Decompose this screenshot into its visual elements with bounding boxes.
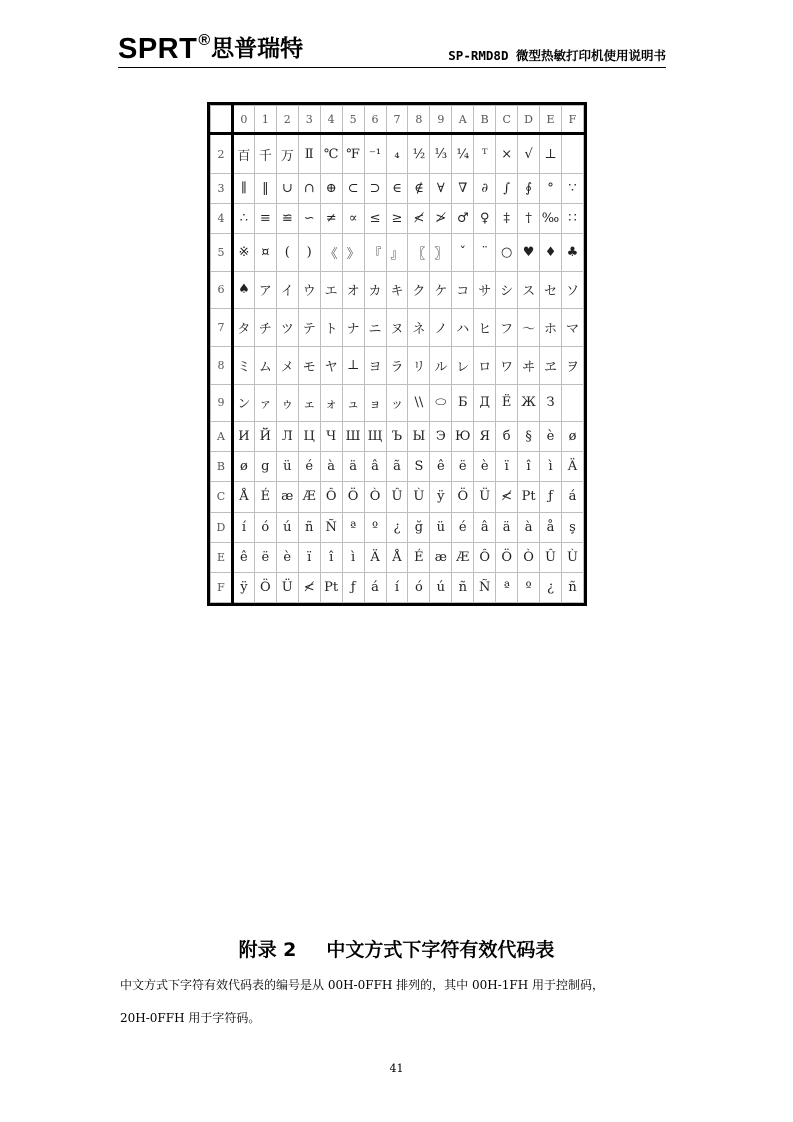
glyph-cell: ¼ bbox=[452, 134, 474, 174]
table-row bbox=[211, 346, 584, 384]
column-header: 7 bbox=[386, 106, 408, 134]
glyph-cell: Ô bbox=[474, 542, 496, 572]
glyph-cell: ó bbox=[408, 572, 430, 602]
glyph-cell: ℃ bbox=[320, 134, 342, 174]
glyph-cell: é bbox=[298, 452, 320, 482]
glyph-cell: ⬭ bbox=[430, 384, 452, 422]
column-header: B bbox=[474, 106, 496, 134]
table-row bbox=[211, 482, 584, 512]
column-header: 0 bbox=[232, 106, 254, 134]
table-row bbox=[211, 572, 584, 602]
glyph-cell: ⊥ bbox=[342, 346, 364, 384]
glyph-cell: Б bbox=[452, 384, 474, 422]
glyph-cell: ú bbox=[276, 512, 298, 542]
glyph-cell: ° bbox=[540, 173, 562, 203]
table-row bbox=[211, 134, 584, 174]
glyph-cell: ミ bbox=[232, 346, 254, 384]
row-header: 9 bbox=[211, 384, 233, 422]
glyph-cell: ƒ bbox=[342, 572, 364, 602]
glyph-cell: ∷ bbox=[562, 203, 584, 233]
glyph-cell: シ bbox=[496, 271, 518, 309]
glyph-cell: Я bbox=[474, 422, 496, 452]
glyph-cell: ラ bbox=[386, 346, 408, 384]
glyph-cell: ッ bbox=[386, 384, 408, 422]
glyph-cell: セ bbox=[540, 271, 562, 309]
glyph-cell: ü bbox=[430, 512, 452, 542]
glyph-cell: § bbox=[518, 422, 540, 452]
glyph-cell: ğ bbox=[408, 512, 430, 542]
glyph-cell: ア bbox=[254, 271, 276, 309]
column-header: 3 bbox=[298, 106, 320, 134]
glyph-cell: ⊕ bbox=[320, 173, 342, 203]
column-header: A bbox=[452, 106, 474, 134]
glyph-cell: ∂ bbox=[474, 173, 496, 203]
glyph-cell: î bbox=[518, 452, 540, 482]
glyph-cell: ¿ bbox=[386, 512, 408, 542]
glyph-cell: ウ bbox=[298, 271, 320, 309]
table-row bbox=[211, 271, 584, 309]
glyph-cell: è bbox=[474, 452, 496, 482]
glyph-cell: Ü bbox=[276, 572, 298, 602]
glyph-cell: á bbox=[364, 572, 386, 602]
glyph-cell: Ä bbox=[562, 452, 584, 482]
glyph-cell: Л bbox=[276, 422, 298, 452]
glyph-cell: Ò bbox=[364, 482, 386, 512]
glyph-cell: ヒ bbox=[474, 309, 496, 347]
glyph-cell: ネ bbox=[408, 309, 430, 347]
glyph-cell: ∴ bbox=[232, 203, 254, 233]
glyph-cell: ニ bbox=[364, 309, 386, 347]
glyph-cell: チ bbox=[254, 309, 276, 347]
glyph-cell: ÿ bbox=[430, 482, 452, 512]
glyph-cell: ゥ bbox=[276, 384, 298, 422]
glyph-cell: б bbox=[496, 422, 518, 452]
glyph-cell: Pt bbox=[320, 572, 342, 602]
glyph-cell: ø bbox=[232, 452, 254, 482]
glyph-cell: ホ bbox=[540, 309, 562, 347]
row-header: 6 bbox=[211, 271, 233, 309]
table-header-row bbox=[211, 106, 584, 134]
glyph-cell: 》 bbox=[342, 233, 364, 271]
glyph-cell: ∵ bbox=[562, 173, 584, 203]
glyph-cell: コ bbox=[452, 271, 474, 309]
brand-latin: SPRT bbox=[118, 33, 198, 65]
row-header: B bbox=[211, 452, 233, 482]
glyph-cell: ン bbox=[232, 384, 254, 422]
glyph-cell: ª bbox=[496, 572, 518, 602]
page-number: 41 bbox=[389, 1062, 404, 1075]
glyph-cell: Æ bbox=[298, 482, 320, 512]
body-line-2: 20H-0FFH 用于字符码。 bbox=[120, 1011, 261, 1025]
body-line-1: 中文方式下字符有效代码表的编号是从 00H-0FFH 排列的，其中 00H-1FH 用于控制码， bbox=[120, 978, 605, 992]
glyph-cell: Ы bbox=[408, 422, 430, 452]
glyph-cell: ル bbox=[430, 346, 452, 384]
glyph-cell: Ж bbox=[518, 384, 540, 422]
glyph-cell: ì bbox=[342, 542, 364, 572]
glyph-cell: æ bbox=[430, 542, 452, 572]
glyph-cell: ∥ bbox=[232, 173, 254, 203]
glyph-cell: Д bbox=[474, 384, 496, 422]
glyph-cell: エ bbox=[320, 271, 342, 309]
glyph-cell: Ё bbox=[496, 384, 518, 422]
glyph-cell: ñ bbox=[298, 512, 320, 542]
table-corner bbox=[211, 106, 233, 134]
glyph-cell: ä bbox=[342, 452, 364, 482]
section-heading bbox=[0, 935, 793, 962]
glyph-cell: マ bbox=[562, 309, 584, 347]
table-row bbox=[211, 233, 584, 271]
column-header: 4 bbox=[320, 106, 342, 134]
glyph-cell: Ñ bbox=[474, 572, 496, 602]
glyph-cell: ナ bbox=[342, 309, 364, 347]
glyph-cell: 万 bbox=[276, 134, 298, 174]
table-row bbox=[211, 173, 584, 203]
glyph-cell: g bbox=[254, 452, 276, 482]
glyph-cell: ョ bbox=[364, 384, 386, 422]
glyph-cell: ∩ bbox=[298, 173, 320, 203]
glyph-cell: ( bbox=[276, 233, 298, 271]
glyph-cell: Ô bbox=[320, 482, 342, 512]
glyph-cell: И bbox=[232, 422, 254, 452]
glyph-cell: Å bbox=[386, 542, 408, 572]
glyph-cell: ë bbox=[254, 542, 276, 572]
glyph-cell: ⊥ bbox=[540, 134, 562, 174]
glyph-cell: キ bbox=[386, 271, 408, 309]
glyph-cell: ó bbox=[254, 512, 276, 542]
glyph-cell: Æ bbox=[452, 542, 474, 572]
glyph-cell: S bbox=[408, 452, 430, 482]
glyph-cell: à bbox=[320, 452, 342, 482]
glyph-cell: ã bbox=[386, 452, 408, 482]
row-header: F bbox=[211, 572, 233, 602]
row-header: 4 bbox=[211, 203, 233, 233]
glyph-cell: フ bbox=[496, 309, 518, 347]
glyph-cell: ê bbox=[232, 542, 254, 572]
glyph-cell: ♦ bbox=[540, 233, 562, 271]
glyph-cell: ¨ bbox=[474, 233, 496, 271]
glyph-cell: î bbox=[320, 542, 342, 572]
glyph-cell: ½ bbox=[408, 134, 430, 174]
glyph-cell: ァ bbox=[254, 384, 276, 422]
glyph-cell: ë bbox=[452, 452, 474, 482]
row-header: 7 bbox=[211, 309, 233, 347]
glyph-cell: í bbox=[386, 572, 408, 602]
glyph-cell: Ù bbox=[562, 542, 584, 572]
glyph-cell: Ч bbox=[320, 422, 342, 452]
glyph-cell: З bbox=[540, 384, 562, 422]
glyph-cell: ≮ bbox=[298, 572, 320, 602]
glyph-cell: Ю bbox=[452, 422, 474, 452]
glyph-cell: ñ bbox=[562, 572, 584, 602]
section-number: 附录 2 bbox=[238, 939, 297, 961]
glyph-cell: ≥ bbox=[386, 203, 408, 233]
table-row bbox=[211, 512, 584, 542]
glyph-cell: サ bbox=[474, 271, 496, 309]
glyph-cell: Щ bbox=[364, 422, 386, 452]
glyph-cell: è bbox=[540, 422, 562, 452]
glyph-cell: ケ bbox=[430, 271, 452, 309]
glyph-cell: ハ bbox=[452, 309, 474, 347]
glyph-cell: ï bbox=[496, 452, 518, 482]
glyph-cell: √ bbox=[518, 134, 540, 174]
glyph-cell: 〜 bbox=[518, 309, 540, 347]
glyph-cell: Ö bbox=[496, 542, 518, 572]
glyph-cell: ♀ bbox=[474, 203, 496, 233]
table-row bbox=[211, 384, 584, 422]
row-header: 3 bbox=[211, 173, 233, 203]
column-header: 2 bbox=[276, 106, 298, 134]
glyph-cell: å bbox=[540, 512, 562, 542]
glyph-cell: ø bbox=[562, 422, 584, 452]
glyph-cell: ム bbox=[254, 346, 276, 384]
row-header: A bbox=[211, 422, 233, 452]
glyph-cell: ス bbox=[518, 271, 540, 309]
column-header: C bbox=[496, 106, 518, 134]
glyph-cell: レ bbox=[452, 346, 474, 384]
glyph-cell: à bbox=[518, 512, 540, 542]
charset-table-frame bbox=[207, 102, 587, 606]
glyph-cell: è bbox=[276, 542, 298, 572]
glyph-cell: 〖 bbox=[408, 233, 430, 271]
glyph-cell: ヨ bbox=[364, 346, 386, 384]
glyph-cell: \\ bbox=[408, 384, 430, 422]
glyph-cell: É bbox=[254, 482, 276, 512]
glyph-cell: 千 bbox=[254, 134, 276, 174]
glyph-cell: ロ bbox=[474, 346, 496, 384]
column-header: 1 bbox=[254, 106, 276, 134]
glyph-cell: カ bbox=[364, 271, 386, 309]
glyph-cell: Å bbox=[232, 482, 254, 512]
table-row bbox=[211, 452, 584, 482]
glyph-cell: ÿ bbox=[232, 572, 254, 602]
column-header: 5 bbox=[342, 106, 364, 134]
glyph-cell: Э bbox=[430, 422, 452, 452]
brand-logo bbox=[118, 32, 303, 66]
glyph-cell: Ü bbox=[474, 482, 496, 512]
glyph-cell: æ bbox=[276, 482, 298, 512]
glyph-cell: ≯ bbox=[430, 203, 452, 233]
glyph-cell: ‖ bbox=[254, 173, 276, 203]
glyph-cell: ○ bbox=[496, 233, 518, 271]
glyph-cell: â bbox=[474, 512, 496, 542]
glyph-cell: ヱ bbox=[540, 346, 562, 384]
glyph-cell: ⊃ bbox=[364, 173, 386, 203]
glyph-cell: ♥ bbox=[518, 233, 540, 271]
glyph-cell: ∇ bbox=[452, 173, 474, 203]
glyph-cell: Pt bbox=[518, 482, 540, 512]
glyph-cell: ‡ bbox=[496, 203, 518, 233]
glyph-cell: Ö bbox=[452, 482, 474, 512]
glyph-cell: ñ bbox=[452, 572, 474, 602]
glyph-cell: ⅓ bbox=[430, 134, 452, 174]
glyph-cell: é bbox=[452, 512, 474, 542]
glyph-cell bbox=[562, 384, 584, 422]
column-header: E bbox=[540, 106, 562, 134]
glyph-cell: テ bbox=[298, 309, 320, 347]
glyph-cell: 〗 bbox=[430, 233, 452, 271]
glyph-cell: オ bbox=[342, 271, 364, 309]
glyph-cell: ヌ bbox=[386, 309, 408, 347]
glyph-cell: Й bbox=[254, 422, 276, 452]
glyph-cell: ♂ bbox=[452, 203, 474, 233]
glyph-cell: タ bbox=[232, 309, 254, 347]
row-header: 2 bbox=[211, 134, 233, 174]
glyph-cell: Ö bbox=[342, 482, 364, 512]
glyph-cell: ≌ bbox=[276, 203, 298, 233]
glyph-cell: ⁻¹ bbox=[364, 134, 386, 174]
row-header: C bbox=[211, 482, 233, 512]
table-row bbox=[211, 542, 584, 572]
glyph-cell: × bbox=[496, 134, 518, 174]
row-header: E bbox=[211, 542, 233, 572]
glyph-cell: ≠ bbox=[320, 203, 342, 233]
glyph-cell: ヰ bbox=[518, 346, 540, 384]
glyph-cell: ≮ bbox=[496, 482, 518, 512]
glyph-cell: ェ bbox=[298, 384, 320, 422]
glyph-cell: ᵀ bbox=[474, 134, 496, 174]
row-header: 5 bbox=[211, 233, 233, 271]
glyph-cell: ≮ bbox=[408, 203, 430, 233]
glyph-cell: º bbox=[518, 572, 540, 602]
glyph-cell: リ bbox=[408, 346, 430, 384]
row-header: D bbox=[211, 512, 233, 542]
glyph-cell: 『 bbox=[364, 233, 386, 271]
glyph-cell: ˇ bbox=[452, 233, 474, 271]
column-header: 9 bbox=[430, 106, 452, 134]
glyph-cell: Û bbox=[386, 482, 408, 512]
glyph-cell: ∫ bbox=[496, 173, 518, 203]
glyph-cell: ∀ bbox=[430, 173, 452, 203]
column-header: 6 bbox=[364, 106, 386, 134]
section-title: 中文方式下字符有效代码表 bbox=[326, 939, 555, 961]
glyph-cell: ワ bbox=[496, 346, 518, 384]
glyph-cell: ª bbox=[342, 512, 364, 542]
glyph-cell: ∈ bbox=[386, 173, 408, 203]
glyph-cell: ₄ bbox=[386, 134, 408, 174]
glyph-cell: Ò bbox=[518, 542, 540, 572]
glyph-cell: â bbox=[364, 452, 386, 482]
brand-chinese: 思普瑞特 bbox=[211, 36, 304, 62]
glyph-cell: 《 bbox=[320, 233, 342, 271]
table-row bbox=[211, 203, 584, 233]
glyph-cell: Û bbox=[540, 542, 562, 572]
table-row bbox=[211, 422, 584, 452]
glyph-cell: イ bbox=[276, 271, 298, 309]
column-header: 8 bbox=[408, 106, 430, 134]
glyph-cell: ク bbox=[408, 271, 430, 309]
glyph-cell: ℉ bbox=[342, 134, 364, 174]
glyph-cell: ≡ bbox=[254, 203, 276, 233]
glyph-cell: 』 bbox=[386, 233, 408, 271]
glyph-cell: Ⅱ bbox=[298, 134, 320, 174]
glyph-cell: ⊂ bbox=[342, 173, 364, 203]
glyph-cell: Ö bbox=[254, 572, 276, 602]
glyph-cell: 百 bbox=[232, 134, 254, 174]
glyph-cell: Ш bbox=[342, 422, 364, 452]
glyph-cell: Ъ bbox=[386, 422, 408, 452]
column-header: D bbox=[518, 106, 540, 134]
glyph-cell: ¤ bbox=[254, 233, 276, 271]
row-header: 8 bbox=[211, 346, 233, 384]
glyph-cell: ú bbox=[430, 572, 452, 602]
glyph-cell: ♣ bbox=[562, 233, 584, 271]
glyph-cell: ∉ bbox=[408, 173, 430, 203]
glyph-cell: ) bbox=[298, 233, 320, 271]
glyph-cell: ♠ bbox=[232, 271, 254, 309]
glyph-cell: º bbox=[364, 512, 386, 542]
glyph-cell: É bbox=[408, 542, 430, 572]
registered-mark: ® bbox=[198, 32, 211, 49]
glyph-cell: ï bbox=[298, 542, 320, 572]
glyph-cell: ƒ bbox=[540, 482, 562, 512]
page-header bbox=[118, 32, 666, 68]
glyph-cell: ヤ bbox=[320, 346, 342, 384]
glyph-cell: Ä bbox=[364, 542, 386, 572]
table-row bbox=[211, 309, 584, 347]
glyph-cell: ≤ bbox=[364, 203, 386, 233]
charset-table bbox=[210, 105, 584, 603]
glyph-cell: Ц bbox=[298, 422, 320, 452]
glyph-cell: モ bbox=[298, 346, 320, 384]
glyph-cell: ∪ bbox=[276, 173, 298, 203]
glyph-cell: ì bbox=[540, 452, 562, 482]
glyph-cell: ‰ bbox=[540, 203, 562, 233]
glyph-cell: ト bbox=[320, 309, 342, 347]
glyph-cell: Ù bbox=[408, 482, 430, 512]
glyph-cell: メ bbox=[276, 346, 298, 384]
glyph-cell: ∽ bbox=[298, 203, 320, 233]
glyph-cell: ê bbox=[430, 452, 452, 482]
glyph-cell: í bbox=[232, 512, 254, 542]
glyph-cell: ※ bbox=[232, 233, 254, 271]
glyph-cell: ¿ bbox=[540, 572, 562, 602]
glyph-cell: ノ bbox=[430, 309, 452, 347]
document-title: SP-RMD8D 微型热敏打印机使用说明书 bbox=[448, 48, 666, 63]
glyph-cell: ヲ bbox=[562, 346, 584, 384]
glyph-cell: Ñ bbox=[320, 512, 342, 542]
glyph-cell: ∮ bbox=[518, 173, 540, 203]
glyph-cell: ォ bbox=[320, 384, 342, 422]
glyph-cell: ソ bbox=[562, 271, 584, 309]
glyph-cell: † bbox=[518, 203, 540, 233]
glyph-cell: ∝ bbox=[342, 203, 364, 233]
glyph-cell: ä bbox=[496, 512, 518, 542]
glyph-cell: ü bbox=[276, 452, 298, 482]
glyph-cell bbox=[562, 134, 584, 174]
header-rule bbox=[118, 67, 666, 68]
glyph-cell: ュ bbox=[342, 384, 364, 422]
glyph-cell: ツ bbox=[276, 309, 298, 347]
glyph-cell: ş bbox=[562, 512, 584, 542]
column-header: F bbox=[562, 106, 584, 134]
glyph-cell: á bbox=[562, 482, 584, 512]
